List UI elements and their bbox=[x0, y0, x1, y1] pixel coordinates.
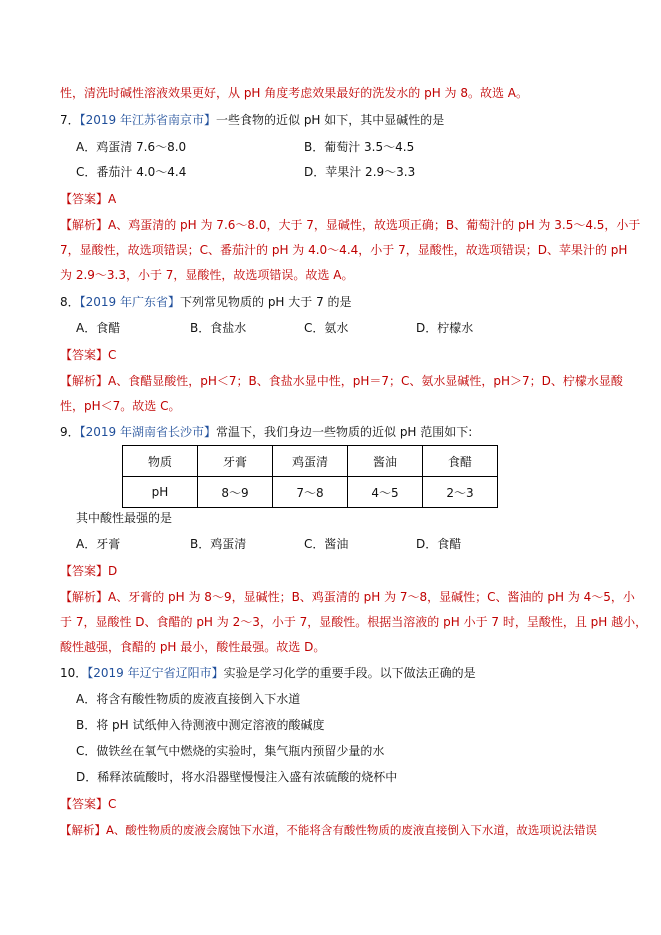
question-number: 9． bbox=[60, 425, 80, 439]
analysis-8-line-2: 性，pH＜7。故选 C。 bbox=[60, 399, 181, 413]
question-source: 【2019 年湖南省长沙市】 bbox=[79, 425, 216, 439]
answer-9 bbox=[60, 563, 117, 579]
analysis-7-line-1: 【解析】A、鸡蛋清的 pH 为 7.6～8.0，大于 7，显碱性，故选项正确；B、葡萄汁的 pH 为 3.5～4.5，小于 bbox=[60, 218, 641, 232]
question-sub-stem: 其中酸性最强的是 bbox=[76, 511, 173, 525]
table-cell: 7～8 bbox=[273, 477, 348, 508]
analysis-10-line-1: 【解析】A、酸性物质的废液会腐蚀下水道，不能将含有酸性物质的废液直接倒入下水道，故选项说法错误 bbox=[60, 823, 597, 837]
analysis-label: 【解析】 bbox=[60, 218, 109, 232]
table-cell: 酱油 bbox=[348, 446, 423, 477]
option-a: A．将含有酸性物质的废液直接倒入下水道 bbox=[76, 692, 301, 706]
table-header-row bbox=[123, 446, 498, 477]
analysis-9-line-2: 于 7，显酸性 D、食醋的 pH 为 2～3，小于 7，显酸性。根据当溶液的 pH 小于 7 时，呈酸性，且 pH 越小， bbox=[60, 615, 648, 629]
table-cell: 鸡蛋清 bbox=[273, 446, 348, 477]
question-8 bbox=[60, 294, 352, 310]
option-a: A．牙膏 bbox=[76, 537, 121, 551]
question-number: 7． bbox=[60, 113, 80, 127]
option-c: C．做铁丝在氧气中燃烧的实验时，集气瓶内预留少量的水 bbox=[76, 744, 385, 758]
analysis-continuation: 性，清洗时碱性溶液效果更好，从 pH 角度考虑效果最好的洗发水的 pH 为 8。故选 A。 bbox=[60, 86, 529, 100]
question-10 bbox=[60, 665, 476, 681]
option-a: A．食醋 bbox=[76, 321, 121, 335]
answer-value: C bbox=[108, 348, 117, 362]
question-number: 10． bbox=[60, 666, 88, 680]
answer-value: D bbox=[108, 564, 118, 578]
table-cell: 2～3 bbox=[423, 477, 498, 508]
option-b: B．食盐水 bbox=[190, 321, 247, 335]
analysis-8-line-1: 【解析】A、食醋显酸性，pH＜7；B、食盐水显中性，pH＝7；C、氨水显碱性，pH＞7；D、柠檬水显酸 bbox=[60, 374, 623, 388]
question-stem: 下列常见物质的 pH 大于 7 的是 bbox=[180, 295, 352, 309]
question-source: 【2019 年广东省】 bbox=[79, 295, 180, 309]
table-cell: 8～9 bbox=[198, 477, 273, 508]
table-row bbox=[123, 477, 498, 508]
option-d: D．柠檬水 bbox=[416, 321, 474, 335]
table-cell: 牙膏 bbox=[198, 446, 273, 477]
option-a: A．鸡蛋清 7.6～8.0 bbox=[76, 140, 187, 154]
question-source: 【2019 年辽宁省辽阳市】 bbox=[87, 666, 224, 680]
option-c: C．番茄汁 4.0～4.4 bbox=[76, 165, 187, 179]
answer-label: 【答案】 bbox=[60, 348, 109, 362]
analysis-9-line-1: 【解析】A、牙膏的 pH 为 8～9，显碱性；B、鸡蛋清的 pH 为 7～8，显碱性；C、酱油的 pH 为 4～5，小 bbox=[60, 590, 635, 604]
table-cell: 食醋 bbox=[423, 446, 498, 477]
option-b: B．鸡蛋清 bbox=[190, 537, 247, 551]
answer-value: C bbox=[108, 797, 117, 811]
answer-7 bbox=[60, 191, 116, 207]
analysis-9-line-3: 酸性越强，食醋的 pH 最小，酸性最强。故选 D。 bbox=[60, 640, 326, 654]
analysis-label: 【解析】 bbox=[60, 374, 109, 388]
answer-label: 【答案】 bbox=[60, 564, 109, 578]
question-7 bbox=[60, 112, 444, 128]
question-stem: 常温下，我们身边一些物质的近似 pH 范围如下: bbox=[216, 425, 473, 439]
analysis-label: 【解析】 bbox=[60, 590, 109, 604]
answer-10 bbox=[60, 796, 116, 812]
table-cell: 物质 bbox=[123, 446, 198, 477]
analysis-7-line-3: 为 2.9～3.3，小于 7，显酸性，故选项错误。故选 A。 bbox=[60, 268, 354, 282]
option-d: D．苹果汁 2.9～3.3 bbox=[304, 165, 416, 179]
ph-table bbox=[122, 445, 498, 508]
table-cell: pH bbox=[123, 477, 198, 508]
option-b: B．将 pH 试纸伸入待测液中测定溶液的酸碱度 bbox=[76, 718, 325, 732]
question-stem: 实验是学习化学的重要手段。以下做法正确的是 bbox=[223, 666, 476, 680]
option-d: D．稀释浓硫酸时，将水沿器壁慢慢注入盛有浓硫酸的烧杯中 bbox=[76, 770, 398, 784]
option-c: C．酱油 bbox=[304, 537, 349, 551]
answer-label: 【答案】 bbox=[60, 192, 109, 206]
question-source: 【2019 年江苏省南京市】 bbox=[79, 113, 216, 127]
option-d: D．食醋 bbox=[416, 537, 462, 551]
table-cell: 4～5 bbox=[348, 477, 423, 508]
answer-value: A bbox=[108, 192, 117, 206]
analysis-label: 【解析】 bbox=[60, 823, 106, 837]
question-9 bbox=[60, 424, 472, 440]
question-number: 8． bbox=[60, 295, 80, 309]
option-b: B．葡萄汁 3.5～4.5 bbox=[304, 140, 415, 154]
option-c: C．氨水 bbox=[304, 321, 349, 335]
answer-8 bbox=[60, 347, 116, 363]
analysis-7-line-2: 7，显酸性，故选项错误；C、番茄汁的 pH 为 4.0～4.4，小于 7，显酸性，故选项错误；D、苹果汁的 pH bbox=[60, 243, 628, 257]
question-stem: 一些食物的近似 pH 如下，其中显碱性的是 bbox=[216, 113, 445, 127]
answer-label: 【答案】 bbox=[60, 797, 109, 811]
